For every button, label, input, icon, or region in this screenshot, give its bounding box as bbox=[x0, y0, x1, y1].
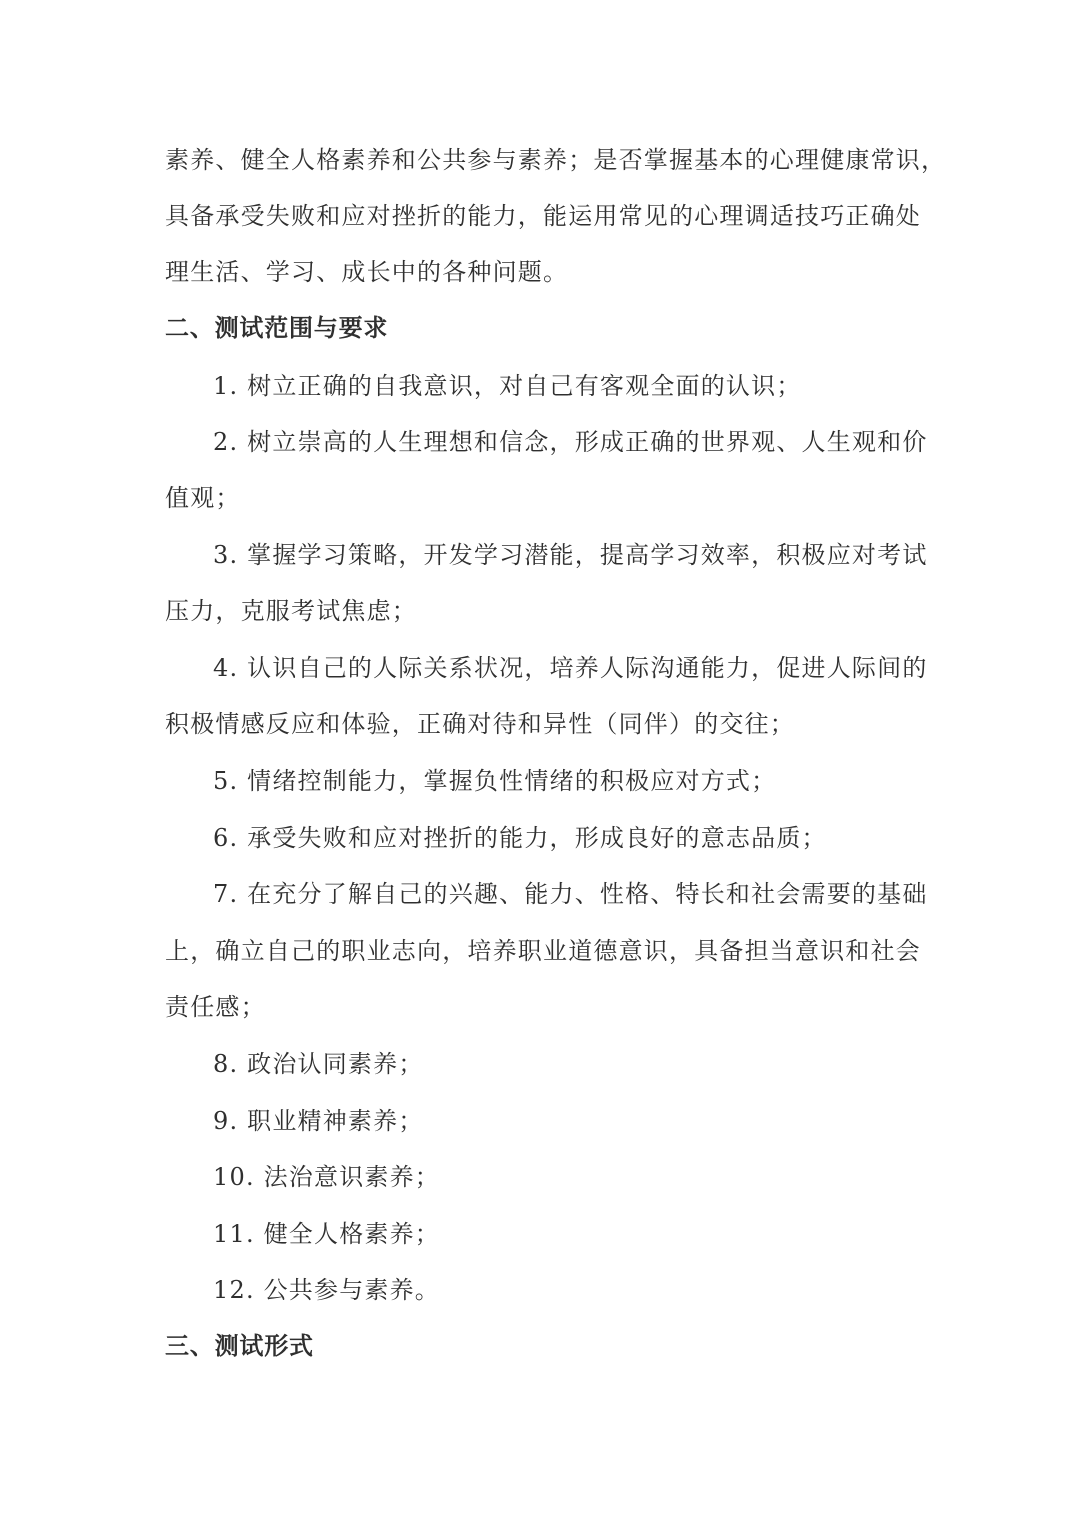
item-1-line-1: 1. 树立正确的自我意识，对自己有客观全面的认识； bbox=[213, 372, 802, 400]
item-2-line-1: 2. 树立崇高的人生理想和信念，形成正确的世界观、人生观和价 bbox=[213, 428, 928, 456]
item-3-line-1: 3. 掌握学习策略，开发学习潜能，提高学习效率，积极应对考试 bbox=[213, 541, 928, 569]
item-7-line-1: 7. 在充分了解自己的兴趣、能力、性格、特长和社会需要的基础 bbox=[213, 880, 928, 908]
item-2-line-2: 值观； bbox=[165, 484, 241, 512]
item-3-line-2: 压力，克服考试焦虑； bbox=[165, 597, 417, 625]
item-12-line-1: 12. 公共参与素养。 bbox=[213, 1276, 440, 1304]
item-11-line-1: 11. 健全人格素养； bbox=[213, 1220, 440, 1248]
item-9-line-1: 9. 职业精神素养； bbox=[213, 1107, 424, 1135]
item-4-line-2: 积极情感反应和体验，正确对待和异性（同伴）的交往； bbox=[165, 710, 795, 738]
item-6-line-1: 6. 承受失败和应对挫折的能力，形成良好的意志品质； bbox=[213, 824, 827, 852]
item-5-line-1: 5. 情绪控制能力，掌握负性情绪的积极应对方式； bbox=[213, 767, 777, 795]
item-7-line-2: 上，确立自己的职业志向，培养职业道德意识，具备担当意识和社会 bbox=[165, 937, 921, 965]
intro-line-2: 具备承受失败和应对挫折的能力，能运用常见的心理调适技巧正确处 bbox=[165, 202, 921, 230]
item-7-line-3: 责任感； bbox=[165, 993, 266, 1021]
section-2-heading: 二、测试范围与要求 bbox=[165, 313, 389, 342]
intro-line-1: 素养、健全人格素养和公共参与素养；是否掌握基本的心理健康常识， bbox=[165, 146, 947, 174]
item-4-line-1: 4. 认识自己的人际关系状况，培养人际沟通能力，促进人际间的 bbox=[213, 654, 928, 682]
item-10-line-1: 10. 法治意识素养； bbox=[213, 1163, 440, 1191]
intro-line-3: 理生活、学习、成长中的各种问题。 bbox=[165, 258, 569, 286]
item-8-line-1: 8. 政治认同素养； bbox=[213, 1050, 424, 1078]
section-3-heading: 三、测试形式 bbox=[165, 1331, 314, 1360]
